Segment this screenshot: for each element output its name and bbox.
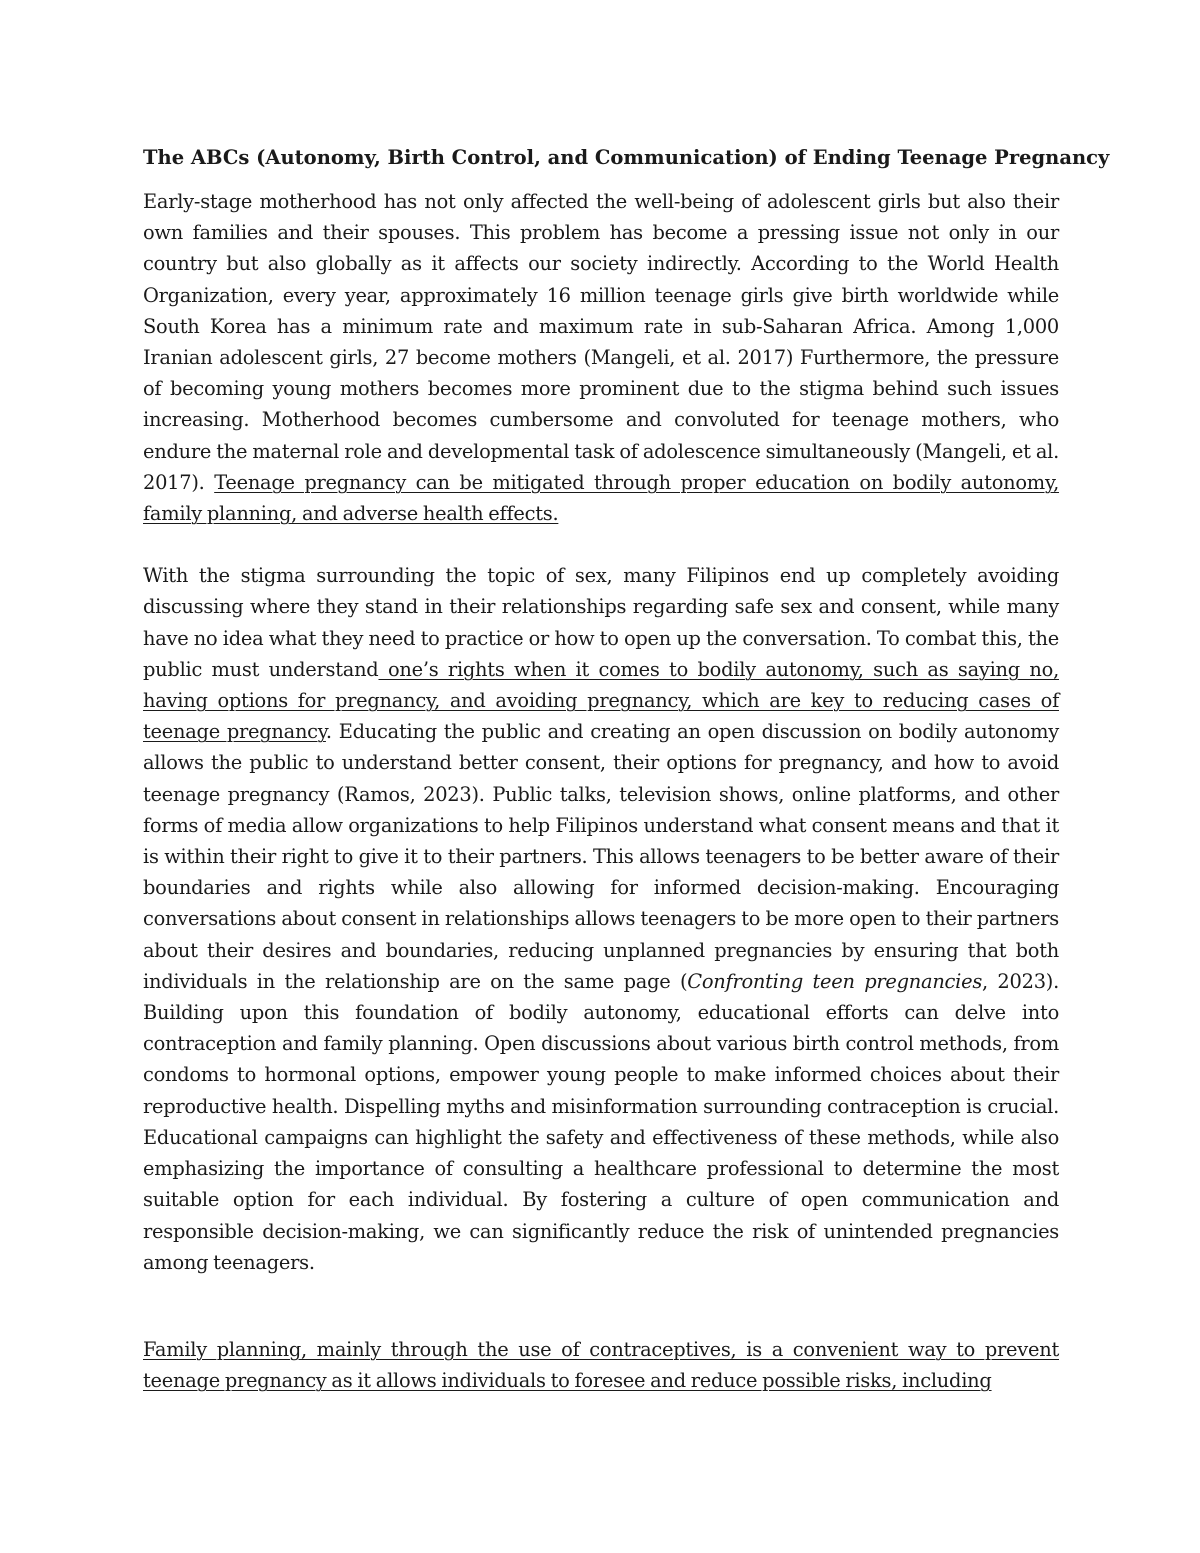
paragraph-intro-text: Early-stage motherhood has not only affected the well-being of adolescent girls but also their own families and their spouses. This problem has become a pressing issue not only in our country but also globally as it affects our society indirectly. According to the World Health Organization, every year, approximately 16 million teenage girls give birth worldwide while South Korea has a minimum rate and maximum rate in sub-Saharan Africa. Among 1,000 Iranian adolescent girls, 27 become mothers (Mangeli, et al. 2017) Furthermore, the pressure of becoming young mothers becomes more prominent due to the stigma behind such issues increasing. Motherhood becomes cumbersome and convoluted for teenage mothers, who endure the maternal role and developmental task of adolescence simultaneously (Mangeli, et al. 2017).: [143, 190, 1059, 494]
paragraph-bodily-autonomy-intro: With the stigma surrounding the topic of sex, many Filipinos end up completely avoiding discussing where they stand in their relationships regarding safe sex and consent, while many have no idea what they need to practice or how to open up the conversation. To combat this, the public must understand: [143, 564, 1059, 681]
paragraph-family-planning: [143, 1334, 1059, 1396]
paragraph-bodily-autonomy: [143, 560, 1059, 1278]
document-title: The ABCs (Autonomy, Birth Control, and Communication) of Ending Teenage Pregnancy: [143, 146, 1110, 169]
paragraph-intro: [143, 186, 1059, 529]
paragraph-bodily-autonomy-conclusion: , 2023). Building upon this foundation of bodily autonomy, educational efforts can delve into contraception and family planning. Open discussions about various birth control methods, from condoms to hormonal options, empower young people to make informed choices about their reproductive health. Dispelling myths and misinformation surrounding contraception is crucial. Educational campaigns can highlight the safety and effectiveness of these methods, while also emphasizing the importance of consulting a healthcare professional to determine the most suitable option for each individual. By fostering a culture of open communication and responsible decision-making, we can significantly reduce the risk of unintended pregnancies among teenagers.: [143, 969, 1060, 1274]
bodily-autonomy-claim: one’s rights when it comes to bodily autonomy, such as saying no, having options for pregnancy, and avoiding pregnancy, which are key to reducing cases of teenage pregnancy: [143, 657, 1059, 744]
document-body: [143, 144, 1110, 1396]
thesis-statement: Teenage pregnancy can be mitigated through proper education on bodily autonomy, family planning, and adverse health effects.: [143, 470, 1059, 526]
paragraph-bodily-autonomy-body: . Educating the public and creating an open discussion on bodily autonomy allows the public to understand better consent, their options for pregnancy, and how to avoid teenage pregnancy (Ramos, 2023). Public talks, television shows, online platforms, and other forms of media allow organizations to help Filipinos understand what consent means and that it is within their right to give it to their partners. This allows teenagers to be better aware of their boundaries and rights while also allowing for informed decision-making. Encouraging conversations about consent in relationships allows teenagers to be more open to their partners about their desires and boundaries, reducing unplanned pregnancies by ensuring that both individuals in the relationship are on the same page (: [143, 720, 1059, 993]
citation-title: Confronting teen pregnancies: [687, 969, 983, 993]
family-planning-claim: Family planning, mainly through the use of contraceptives, is a convenient way to prevent teenage pregnancy as it allows individuals to foresee and reduce possible risks, including: [143, 1337, 1059, 1393]
